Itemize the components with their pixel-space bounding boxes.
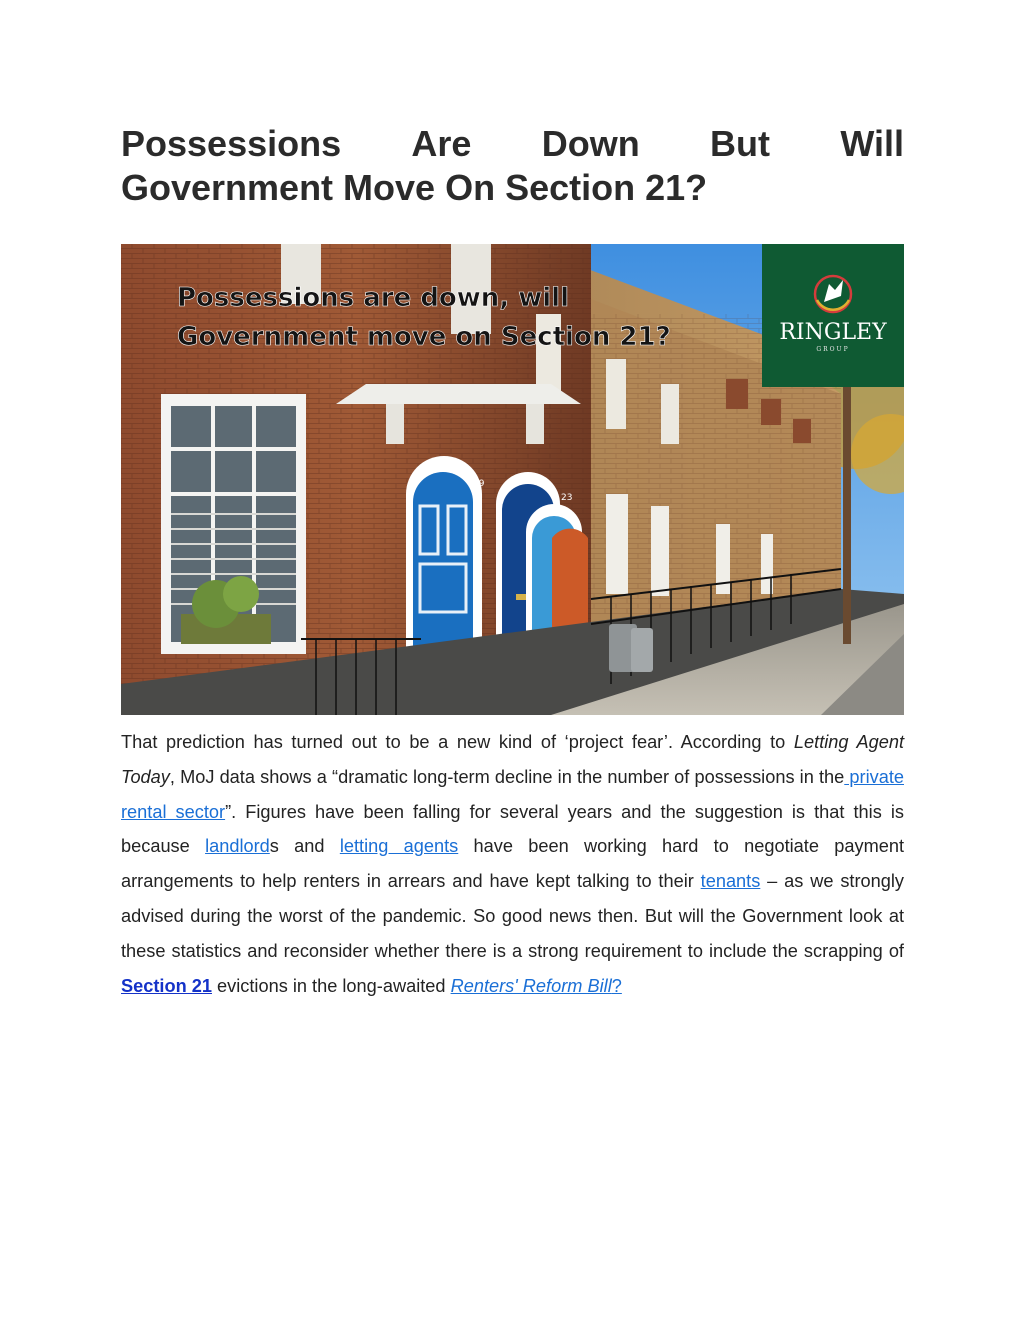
body-text: have been working hard to negotiate payment arrangements to help renters in arrears and have kept talking to their [121, 836, 905, 892]
logo-sub: GROUP [816, 346, 850, 353]
title-word: Are [411, 123, 472, 164]
private-rental-sector-link[interactable]: private rental sector [121, 766, 904, 822]
body-text: , MoJ data shows a “dramatic long-term decline in the number of possessions in the [169, 766, 845, 787]
hero-overlay-line-1: Possessions are down, will [177, 283, 570, 313]
logo-name: RINGLEY [779, 320, 887, 345]
title-line-1 [121, 122, 904, 166]
title-word: Down [541, 123, 640, 164]
page-title [121, 122, 904, 210]
hero-image [121, 244, 904, 715]
body-text: evictions in the long-awaited [211, 975, 451, 996]
door-number: 17 [421, 465, 433, 475]
title-word: Possessions [121, 123, 342, 164]
section-21-link[interactable]: Section 21 [121, 975, 212, 996]
hero-overlay-line-2: Government move on Section 21? [177, 322, 671, 352]
title-word: But [710, 123, 771, 164]
body-text: That prediction has turned out to be a new kind of ‘project fear’. According to [121, 732, 794, 752]
title-line-2: Government Move On Section 21? [121, 167, 708, 208]
door-number: 19 [473, 479, 485, 489]
article-body [121, 725, 904, 1003]
door-number: 23 [561, 493, 573, 503]
body-text: – as we strongly advised during the worst of the pandemic. So good news then. But will the Government look at these statistics and reconsider whether there is a strong requirement to include the scrapping of [121, 871, 904, 961]
title-word: Will [840, 123, 904, 164]
body-text: ”. Figures have been falling for several years and the suggestion is that this is because [121, 801, 904, 857]
ringley-logo [762, 244, 904, 387]
tenants-link[interactable]: tenants [700, 871, 761, 892]
publication-name: Letting Agent Today [121, 732, 905, 787]
landlord-link[interactable]: landlord [205, 836, 270, 857]
renters-reform-bill-qmark: ? [611, 975, 622, 996]
letting-agents-link[interactable]: letting agents [339, 836, 459, 857]
renters-reform-bill-link[interactable] [451, 976, 622, 996]
body-text: s and [269, 836, 340, 857]
renters-reform-bill-text: Renters' Reform Bill [450, 975, 612, 996]
